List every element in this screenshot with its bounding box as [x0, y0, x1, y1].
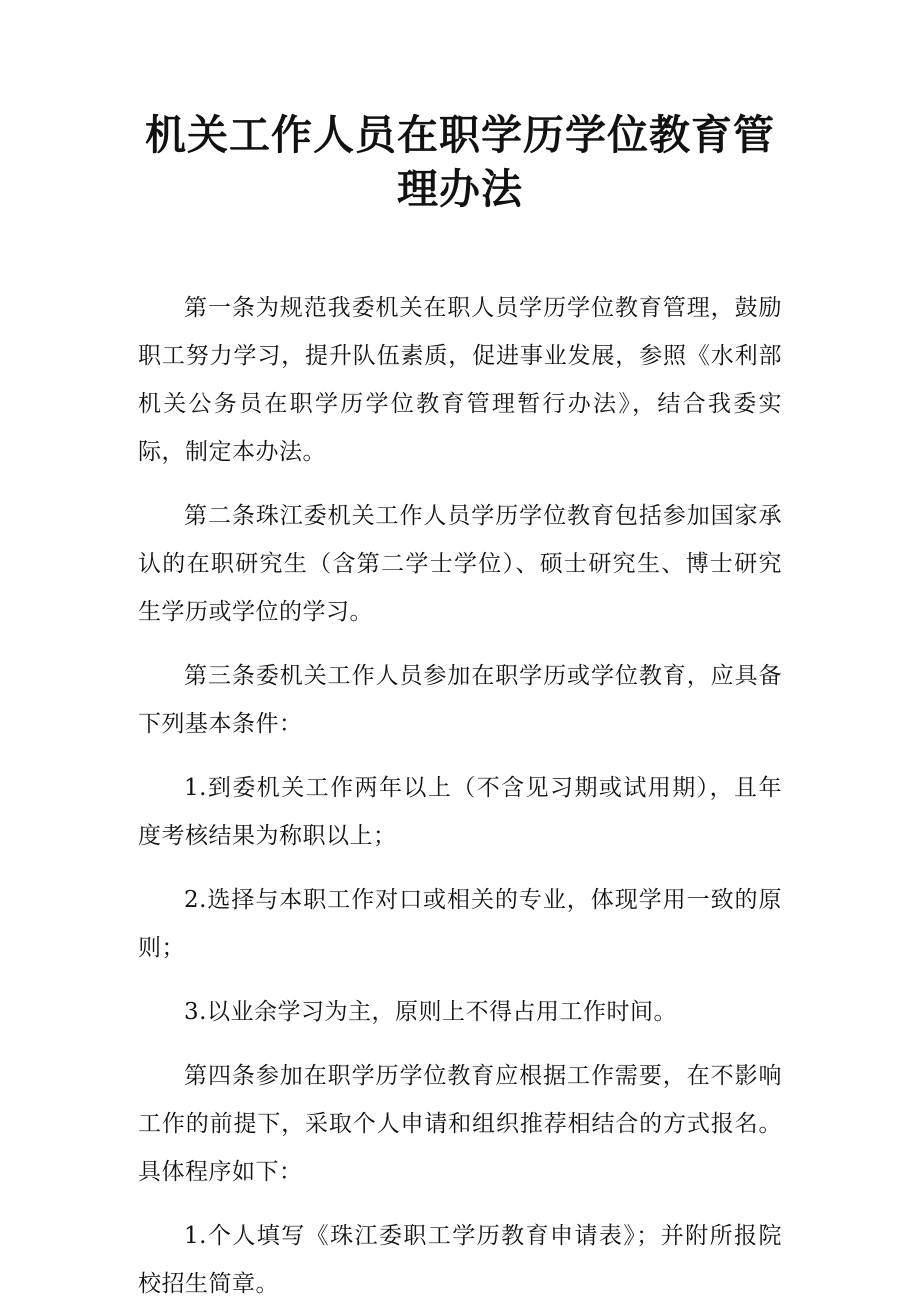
article-3-item-2: 2.选择与本职工作对口或相关的专业，体现学用一致的原则；: [138, 887, 782, 961]
article-3-paragraph: 第三条委机关工作人员参加在职学历或学位教育，应具备下列基本条件：: [138, 663, 782, 737]
article-1-paragraph: 第一条为规范我委机关在职人员学历学位教育管理，鼓励职工努力学习，提升队伍素质，促进事业发展，参照《水利部机关公务员在职学历学位教育管理暂行办法》，结合我委实际，制定本办法。: [138, 295, 782, 465]
article-4-item-1: 1.个人填写《珠江委职工学历教育申请表》；并附所报院校招生简章。: [138, 1223, 782, 1297]
document-title: 机关工作人员在职学历学位教育管理办法: [145, 111, 775, 213]
article-3-item-1: 1.到委机关工作两年以上（不含见习期或试用期），且年度考核结果为称职以上；: [138, 775, 782, 849]
article-2-paragraph: 第二条珠江委机关工作人员学历学位教育包括参加国家承认的在职研究生（含第二学士学位）、硕士研究生、博士研究生学历或学位的学习。: [138, 503, 782, 625]
document-body: [138, 284, 782, 1308]
article-4-paragraph: 第四条参加在职学历学位教育应根据工作需要，在不影响工作的前提下，采取个人申请和组织推荐相结合的方式报名。具体程序如下：: [138, 1063, 782, 1185]
article-3-item-3: 3.以业余学习为主，原则上不得占用工作时间。: [184, 999, 677, 1025]
